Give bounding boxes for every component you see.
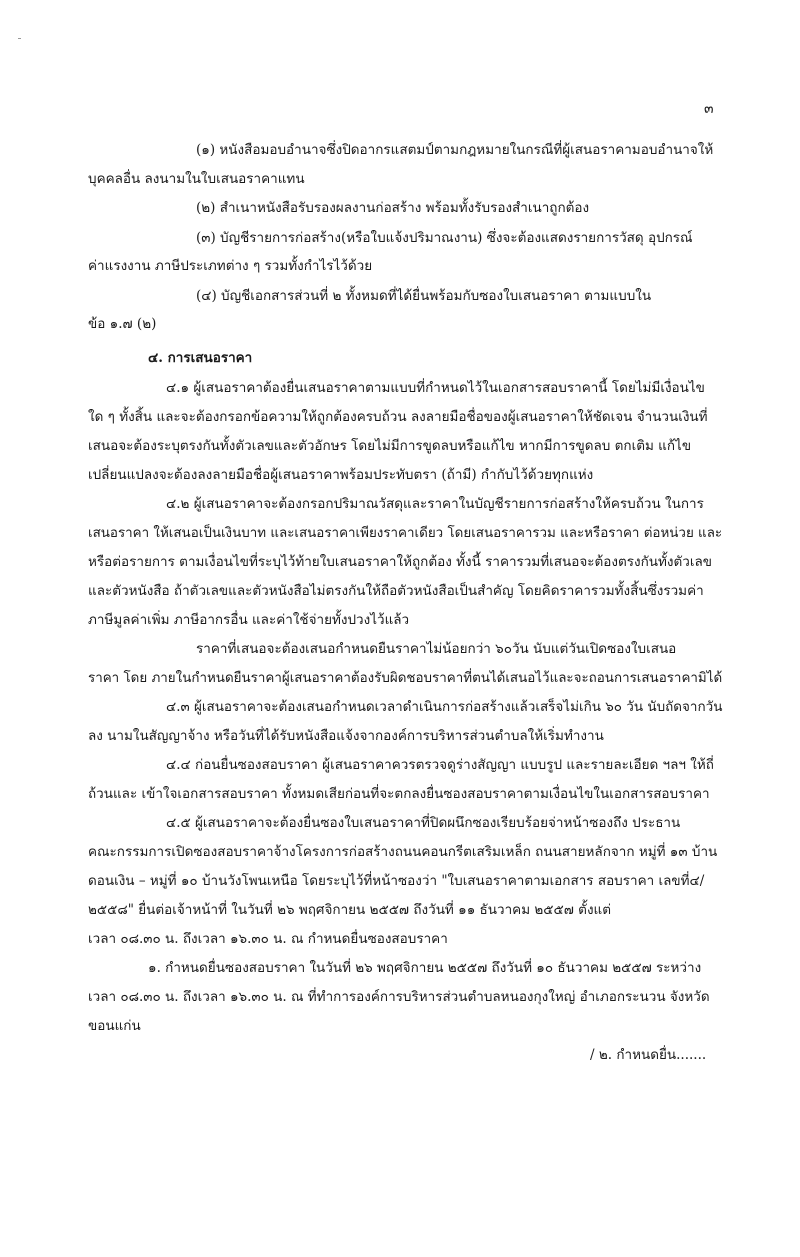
line-3: (๒) สำเนาหนังสือรับรองผลงานก่อสร้าง พร้อมทั้งรับรองสำเนาถูกต้อง [196,200,590,216]
line-6: (๔) บัญชีเอกสารส่วนที่ ๒ ทั้งหมดที่ได้ยื่นพร้อมกับซองใบเสนอราคา ตามแบบใน [196,288,652,304]
line-10: ใด ๆ ทั้งสิ้น และจะต้องกรอกข้อความให้ถูกต้องครบถ้วน ลงลายมือชื่อของผู้เสนอราคาให้ชัดเจน จำนวนเงินที่ [88,409,708,425]
section-heading: ๔. การเสนอราคา [148,350,253,366]
line-29: ๑. กำหนดยื่นซองสอบราคา ในวันที่ ๒๖ พฤศจิกายน ๒๕๕๗ ถึงวันที่ ๑๐ ธันวาคม ๒๕๕๗ ระหว่าง [148,960,702,976]
line-20: ๔.๓ ผู้เสนอราคาจะต้องเสนอกำหนดเวลาดำเนินการก่อสร้างแล้วเสร็จไม่เกิน ๖๐ วัน นับถัดจากวัน [166,699,723,715]
line-22: ๔.๔ ก่อนยื่นซองสอบราคา ผู้เสนอราคาควรตรวจดูร่างสัญญา แบบรูป และรายละเอียด ฯลฯ ให้ถี่ [166,757,714,773]
line-26: ดอนเงิน – หมู่ที่ ๑๐ บ้านวังโพนเหนือ โดยระบุไว้ที่หน้าซองว่า "ใบเสนอราคาตามเอกสาร สอบราคา เลขที่๔/ [88,873,705,889]
page-number: ๓ [704,101,714,117]
line-13: ๔.๒ ผู้เสนอราคาจะต้องกรอกปริมาณวัสดุและราคาในบัญชีรายการก่อสร้างให้ครบถ้วน ในการ [166,496,704,512]
line-23: ถ้วนและ เข้าใจเอกสารสอบราคา ทั้งหมดเสียก่อนที่จะตกลงยื่นซองสอบราคาตามเงื่อนไขในเอกสารสอบราคา [88,786,710,802]
line-17: ภาษีมูลค่าเพิ่ม ภาษีอากรอื่น และค่าใช้จ่ายทั้งปวงไว้แล้ว [88,612,410,628]
scan-artifact [18,38,21,39]
line-2: บุคคลอื่น ลงนามในใบเสนอราคาแทน [88,171,305,187]
line-12: เปลี่ยนแปลงจะต้องลงลายมือชื่อผู้เสนอราคาพร้อมประทับตรา (ถ้ามี) กำกับไว้ด้วยทุกแห่ง [88,467,594,483]
line-4: (๓) บัญชีรายการก่อสร้าง(หรือใบแจ้งปริมาณงาน) ซึ่งจะต้องแสดงรายการวัสดุ อุปกรณ์ [196,230,693,246]
line-27: ๒๕๕๘" ยื่นต่อเจ้าหน้าที่ ในวันที่ ๒๖ พฤศจิกายน ๒๕๕๗ ถึงวันที่ ๑๑ ธันวาคม ๒๕๕๗ ตั้งแต่ [88,902,612,918]
line-7: ข้อ ๑.๗ (๒) [88,316,157,332]
line-5: ค่าแรงงาน ภาษีประเภทต่าง ๆ รวมทั้งกำไรไว้ด้วย [88,258,373,274]
line-28: เวลา ๐๘.๓๐ น. ถึงเวลา ๑๖.๓๐ น. ณ กำหนดยื่นซองสอบราคา [88,931,448,947]
line-16: และตัวหนังสือ ถ้าตัวเลขและตัวหนังสือไม่ตรงกันให้ถือตัวหนังสือเป็นสำคัญ โดยคิดราคารวมทั้งสิ้นซึ่งรวมค่า [88,583,704,599]
line-31: ขอนแก่น [88,1018,141,1034]
line-21: ลง นามในสัญญาจ้าง หรือวันที่ได้รับหนังสือแจ้งจากองค์การบริหารส่วนตำบลให้เริ่มทำงาน [88,728,604,744]
line-30: เวลา ๐๘.๓๐ น. ถึงเวลา ๑๖.๓๐ น. ณ ที่ทำการองค์การบริหารส่วนตำบลหนองกุงใหญ่ อำเภอกระนวน จังหวัด [88,989,710,1005]
line-15: หรือต่อรายการ ตามเงื่อนไขที่ระบุไว้ท้ายใบเสนอราคาให้ถูกต้อง ทั้งนี้ ราคารวมที่เสนอจะต้องตรงกันทั้งตัวเลข [88,554,712,570]
line-9: ๔.๑ ผู้เสนอราคาต้องยื่นเสนอราคาตามแบบที่กำหนดไว้ในเอกสารสอบราคานี้ โดยไม่มีเงื่อนไข [166,380,705,396]
line-24: ๔.๕ ผู้เสนอราคาจะต้องยื่นซองใบเสนอราคาที่ปิดผนึกซองเรียบร้อยจ่าหน้าซองถึง ประธาน [166,815,681,831]
line-1: (๑) หนังสือมอบอำนาจซึ่งปิดอากรแสตมป์ตามกฎหมายในกรณีที่ผู้เสนอราคามอบอำนาจให้ [196,142,714,158]
line-11: เสนอจะต้องระบุตรงกันทั้งตัวเลขและตัวอักษร โดยไม่มีการขูดลบหรือแก้ไข หากมีการขูดลบ ตกเติม แก้ไข [88,438,692,454]
line-18: ราคาที่เสนอจะต้องเสนอกำหนดยืนราคาไม่น้อยกว่า ๖๐วัน นับแต่วันเปิดซองใบเสนอ [196,641,677,657]
continuation-note: / ๒. กำหนดยื่น....... [590,1047,707,1063]
line-25: คณะกรรมการเปิดซองสอบราคาจ้างโครงการก่อสร้างถนนคอนกรีตเสริมเหล็ก ถนนสายหลักจาก หมู่ที่ ๑๓ บ้าน [88,844,718,860]
line-19: ราคา โดย ภายในกำหนดยืนราคาผู้เสนอราคาต้องรับผิดชอบราคาที่ตนได้เสนอไว้และจะถอนการเสนอราคามิได้ [88,670,723,686]
line-14: เสนอราคา ให้เสนอเป็นเงินบาท และเสนอราคาเพียงราคาเดียว โดยเสนอราคารวม และหรือราคา ต่อหน่วย และ [88,525,723,541]
